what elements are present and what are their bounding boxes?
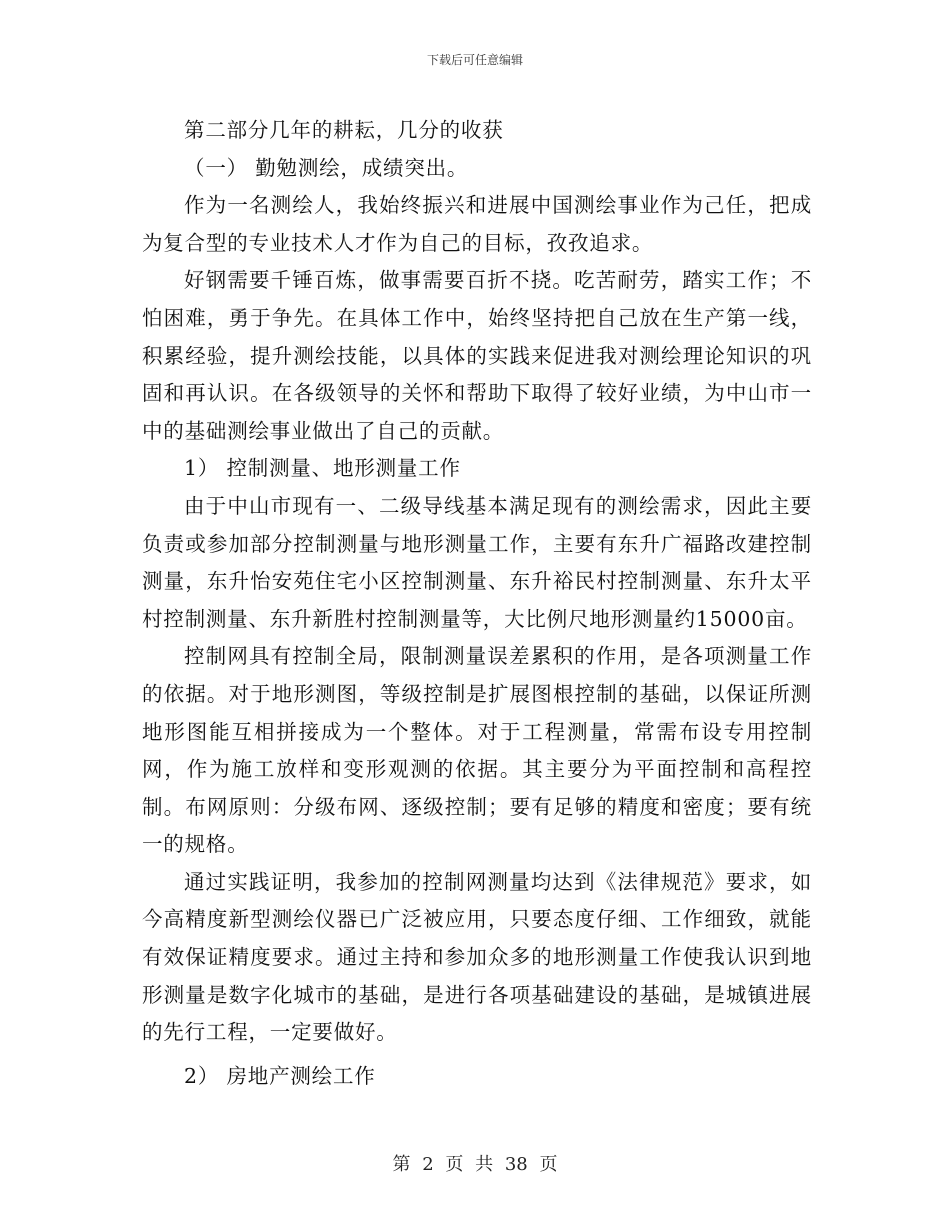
item-heading: 1） 控制测量、地形测量工作: [184, 456, 461, 481]
subsection-heading: （一） 勤勉测绘，成绩突出。: [184, 155, 469, 180]
page-number: 第 2 页 共 38 页: [392, 1154, 558, 1175]
body-paragraph: 控制网具有控制全局，限制测量误差累积的作用，是各项测量工作的依据。对于地形测图，等级控制是扩展图根控制的基础，以保证所测地形图能互相拼接成为一个整体。对于工程测量，常需布设专用控制网，作为施工放样和变形观测的依据。其主要分为平面控制和高程控制。布网原则：分级布网、逐级控制；要有足够的精度和密度；要有统一的规格。: [142, 644, 812, 857]
page-header: 下载后可任意编辑: [426, 53, 523, 67]
body-paragraph: 通过实践证明，我参加的控制网测量均达到《法律规范》要求，如今高精度新型测绘仪器已广泛被应用，只要态度仔细、工作细致，就能有效保证精度要求。通过主持和参加众多的地形测量工作使我认识到地形测量是数字化城市的基础，是进行各项基础建设的基础，是城镇进展的先行工程，一定要做好。: [142, 869, 812, 1045]
body-paragraph: 由于中山市现有一、二级导线基本满足现有的测绘需求，因此主要负责或参加部分控制测量与地形测量工作，主要有东升广福路改建控制测量，东升怡安苑住宅小区控制测量、东升裕民村控制测量、东升太平村控制测量、东升新胜村控制测量等，大比例尺地形测量约15000亩。: [142, 493, 812, 631]
body-paragraph: 好钢需要千锤百炼，做事需要百折不挠。吃苦耐劳，踏实工作；不怕困难，勇于争先。在具体工作中，始终坚持把自己放在生产第一线，积累经验，提升测绘技能，以具体的实践来促进我对测绘理论知识的巩固和再认识。在各级领导的关怀和帮助下取得了较好业绩，为中山市一中的基础测绘事业做出了自己的贡献。: [142, 268, 812, 443]
item-heading: 2） 房地产测绘工作: [184, 1063, 376, 1088]
page-body: [142, 112, 812, 1095]
section-heading: 第二部分几年的耕耘，几分的收获: [184, 118, 504, 142]
body-paragraph: 作为一名测绘人，我始终振兴和进展中国测绘事业作为己任，把成为复合型的专业技术人才作为自己的目标，孜孜追求。: [142, 193, 812, 255]
